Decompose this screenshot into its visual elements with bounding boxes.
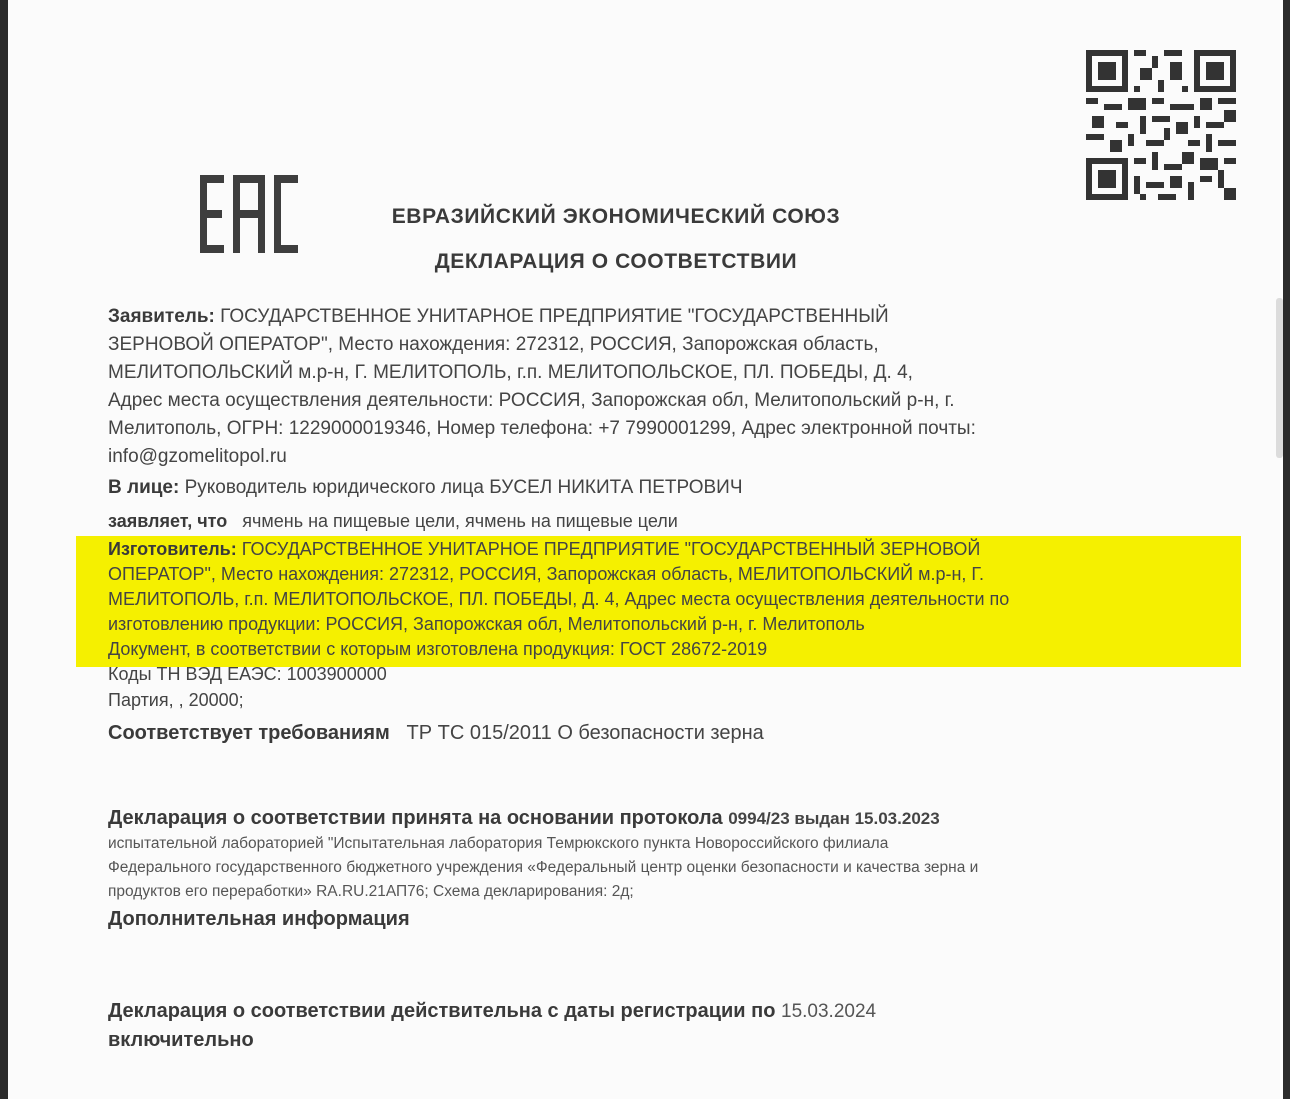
product-codes-section	[108, 661, 1218, 747]
applicant-label: Заявитель:	[108, 306, 215, 327]
manufacturer-label: Изготовитель:	[108, 539, 237, 559]
applicant-line-3: МЕЛИТОПОЛЬСКИЙ м.р-н, Г. МЕЛИТОПОЛЬ, г.п. МЕЛИТОПОЛЬСКОЕ, ПЛ. ПОБЕДЫ, Д. 4,	[108, 362, 913, 383]
protocol-section	[108, 804, 1218, 933]
vertical-scrollbar[interactable]	[1276, 298, 1283, 458]
batch: Партия, , 20000;	[108, 690, 244, 710]
declares-value: ячмень на пищевые цели, ячмень на пищевые цели	[242, 511, 678, 531]
document-page	[8, 0, 1283, 1099]
compliance-row	[108, 719, 1218, 747]
applicant-line-4: Адрес места осуществления деятельности: РОССИЯ, Запорожская обл, Мелитопольский р-н, г.	[108, 390, 955, 411]
applicant-section	[108, 303, 1218, 533]
declares-row	[108, 509, 1218, 533]
additional-info-heading: Дополнительная информация	[108, 908, 410, 930]
declaration-title: ДЕКЛАРАЦИЯ О СООТВЕТСТВИИ	[434, 250, 798, 273]
validity-date: 15.03.2024	[781, 1001, 877, 1022]
person-value: Руководитель юридического лица БУСЕЛ НИКИТА ПЕТРОВИЧ	[184, 477, 743, 498]
union-heading: ЕВРАЗИЙСКИЙ ЭКОНОМИЧЕСКИЙ СОЮЗ	[391, 205, 841, 228]
tn-ved-codes: Коды ТН ВЭД ЕАЭС: 1003900000	[108, 664, 387, 684]
manufacturer-line-3: МЕЛИТОПОЛЬ, г.п. МЕЛИТОПОЛЬСКОЕ, ПЛ. ПОБЕДЫ, Д. 4, Адрес места осуществления деятельности по	[108, 589, 1010, 609]
protocol-line-4: продуктов его переработки» RA.RU.21АП76; Схема декларирования: 2д;	[108, 883, 634, 900]
validity-section	[108, 997, 1218, 1054]
manufacturer-line-2: ОПЕРАТОР", Место нахождения: 272312, РОССИЯ, Запорожская область, МЕЛИТОПОЛЬСКИЙ м.р-н, Г.	[108, 564, 984, 584]
qr-code	[1086, 50, 1236, 200]
compliance-value: ТР ТС 015/2011 О безопасности зерна	[406, 722, 764, 744]
person-label: В лице:	[108, 477, 180, 498]
applicant-line-5: Мелитополь, ОГРН: 1229000019346, Номер телефона: +7 7990001299, Адрес электронной почты:	[108, 418, 976, 439]
manufacturer-document: Документ, в соответствии с которым изготовлена продукция: ГОСТ 28672-2019	[108, 639, 768, 659]
applicant-email: info@gzomelitopol.ru	[108, 446, 287, 467]
manufacturer-line-1: ГОСУДАРСТВЕННОЕ УНИТАРНОЕ ПРЕДПРИЯТИЕ "ГОСУДАРСТВЕННЫЙ ЗЕРНОВОЙ	[241, 539, 981, 559]
protocol-line-3: Федерального государственного бюджетного учреждения «Федеральный центр оценки безопасности и качества зерна и	[108, 859, 979, 876]
validity-label: Декларация о соответствии действительна с даты регистрации по	[108, 1000, 776, 1022]
validity-inclusive: включительно	[108, 1029, 254, 1051]
protocol-value: 0994/23 выдан 15.03.2023	[728, 809, 940, 828]
applicant-line-2: ЗЕРНОВОЙ ОПЕРАТОР", Место нахождения: 272312, РОССИЯ, Запорожская область,	[108, 334, 879, 355]
protocol-line-2: испытательной лабораторией "Испытательная лаборатория Темрюкского пункта Новороссийского филиала	[108, 835, 889, 852]
compliance-label: Соответствует требованиям	[108, 722, 390, 744]
applicant-line-1: ГОСУДАРСТВЕННОЕ УНИТАРНОЕ ПРЕДПРИЯТИЕ "ГОСУДАРСТВЕННЫЙ	[220, 306, 889, 327]
declares-label: заявляет, что	[108, 511, 228, 531]
manufacturer-line-4: изготовлению продукции: РОССИЯ, Запорожская обл, Мелитопольский р-н, г. Мелитополь	[108, 614, 865, 634]
person-row	[108, 474, 1218, 502]
manufacturer-section	[108, 537, 1218, 662]
protocol-label: Декларация о соответствии принята на основании протокола	[108, 807, 723, 829]
